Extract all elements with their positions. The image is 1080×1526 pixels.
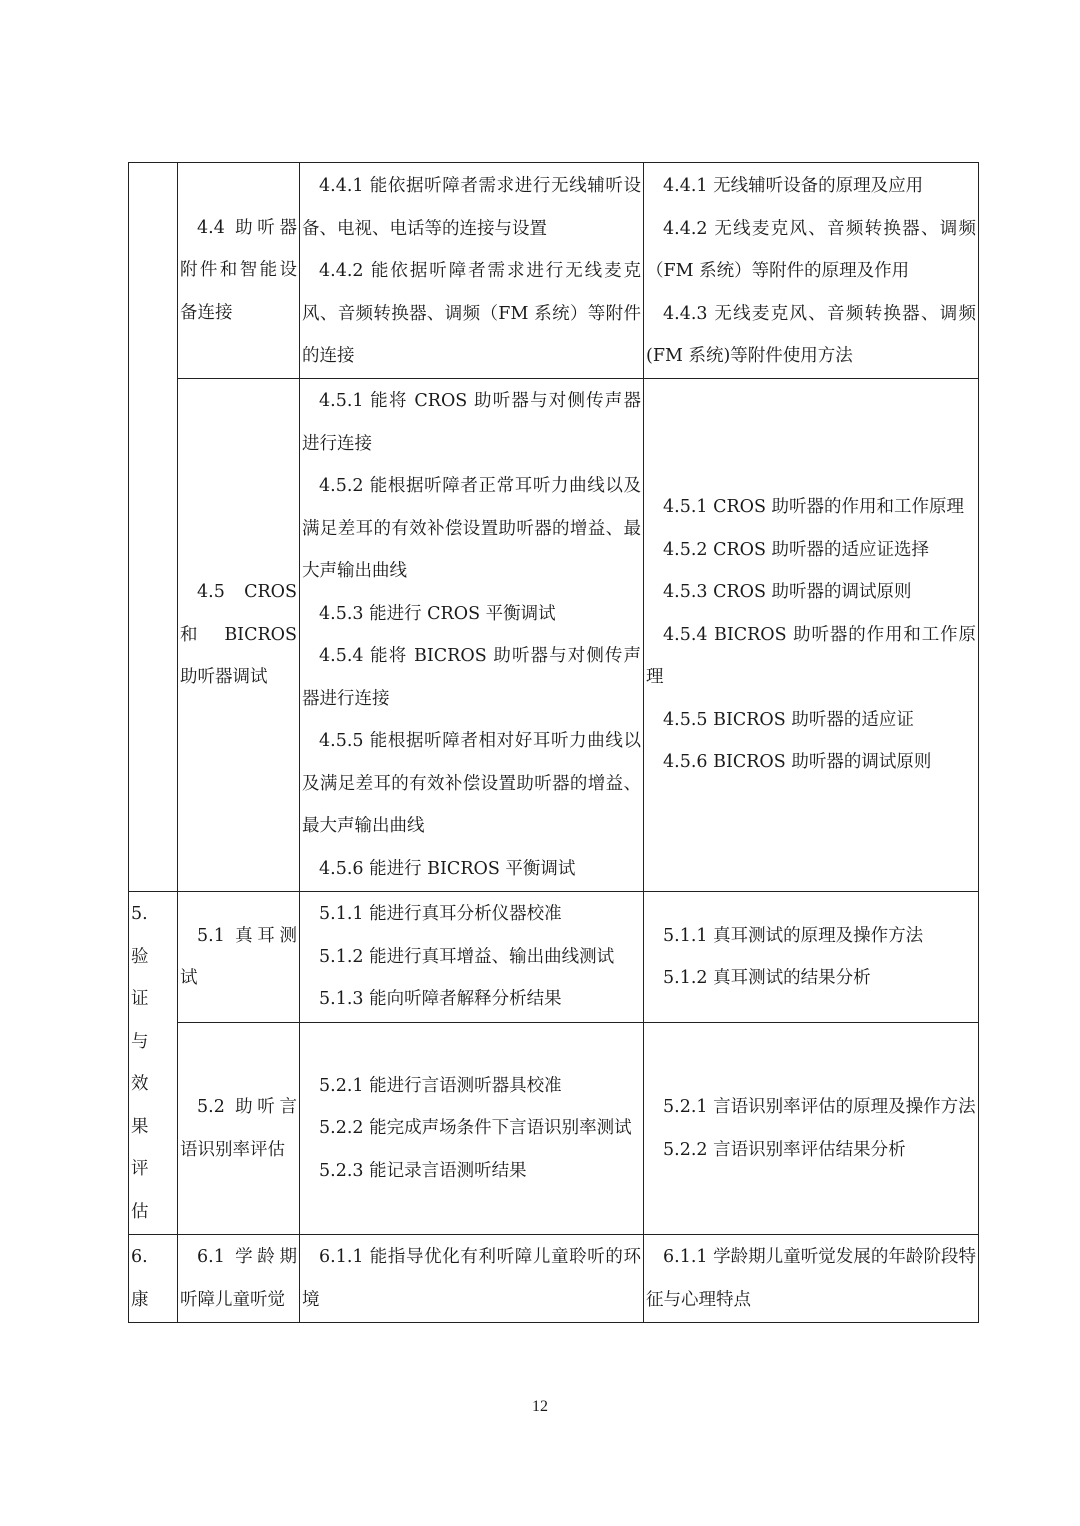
knowledge-cell: [644, 1235, 979, 1323]
function-cell: [129, 163, 178, 892]
knowledge-item: 4.5.1 CROS 助听器的作用和工作原理: [663, 497, 965, 518]
knowledge-item: 4.4.3 无线麦克风、音频转换器、调频(FM 系统)等附件使用方法: [646, 303, 976, 366]
skills-cell: [300, 379, 644, 892]
table-row: [129, 892, 979, 1023]
knowledge-item: 4.5.6 BICROS 助听器的调试原则: [663, 752, 932, 773]
function-cell: 6. 康: [129, 1235, 178, 1323]
skill-item: 6.1.1 能指导优化有利听障儿童聆听的环境: [302, 1247, 641, 1310]
skill-item: 4.4.2 能依据听障者需求进行无线麦克风、音频转换器、调频（FM 系统）等附件的连接: [302, 261, 641, 366]
unit-cell: 4.4 助听器附件和智能设备连接: [178, 163, 300, 379]
skill-item: 5.2.1 能进行言语测听器具校准: [319, 1075, 562, 1096]
knowledge-cell: [644, 892, 979, 1023]
skills-cell: [300, 163, 644, 379]
skills-cell: [300, 892, 644, 1023]
skill-item: 5.1.1 能进行真耳分析仪器校准: [319, 904, 562, 925]
skill-item: 4.4.1 能依据听障者需求进行无线辅听设备、电视、电话等的连接与设置: [302, 176, 641, 239]
knowledge-item: 4.5.4 BICROS 助听器的作用和工作原理: [646, 624, 976, 688]
knowledge-item: 5.1.1 真耳测试的原理及操作方法: [663, 925, 924, 946]
skills-cell: [300, 1235, 644, 1323]
skill-item: 4.5.3 能进行 CROS 平衡调试: [319, 603, 556, 624]
standards-table: [128, 162, 979, 1323]
table-row: [129, 1023, 979, 1235]
skill-item: 4.5.5 能根据听障者相对好耳听力曲线以及满足差耳的有效补偿设置助听器的增益、最大声输出曲线: [302, 731, 641, 836]
table-row: [129, 1235, 979, 1323]
function-cell: 5. 验 证 与 效 果 评 估: [129, 892, 178, 1235]
knowledge-item: 4.5.2 CROS 助听器的适应证选择: [663, 539, 930, 560]
table-row: [129, 379, 979, 892]
page-number: 12: [532, 1398, 548, 1415]
knowledge-item: 4.5.3 CROS 助听器的调试原则: [663, 582, 912, 603]
unit-cell: 5.1 真耳测试: [178, 892, 300, 1023]
skill-item: 4.5.6 能进行 BICROS 平衡调试: [319, 858, 576, 879]
knowledge-cell: [644, 379, 979, 892]
unit-cell: 5.2 助听言语识别率评估: [178, 1023, 300, 1235]
unit-cell: 4.5 CROS 和 BICROS 助听器调试: [178, 379, 300, 892]
knowledge-cell: [644, 1023, 979, 1235]
skill-item: 5.2.2 能完成声场条件下言语识别率测试: [319, 1118, 632, 1139]
knowledge-item: 5.2.2 言语识别率评估结果分析: [663, 1139, 906, 1160]
skill-item: 5.1.2 能进行真耳增益、输出曲线测试: [319, 946, 615, 967]
knowledge-item: 5.1.2 真耳测试的结果分析: [663, 968, 871, 988]
skill-item: 5.1.3 能向听障者解释分析结果: [319, 989, 562, 1010]
knowledge-item: 4.5.5 BICROS 助听器的适应证: [663, 709, 914, 730]
table-row: [129, 163, 979, 379]
skill-item: 4.5.1 能将 CROS 助听器与对侧传声器进行连接: [302, 391, 641, 454]
knowledge-item: 4.4.2 无线麦克风、音频转换器、调频（FM 系统）等附件的原理及作用: [646, 218, 976, 281]
knowledge-item: 5.2.1 言语识别率评估的原理及操作方法: [663, 1097, 976, 1117]
unit-cell: 6.1 学龄期听障儿童听觉: [178, 1235, 300, 1323]
knowledge-item: 4.4.1 无线辅听设备的原理及应用: [663, 176, 924, 196]
skill-item: 5.2.3 能记录言语测听结果: [319, 1160, 527, 1181]
skills-cell: [300, 1023, 644, 1235]
skill-item: 4.5.4 能将 BICROS 助听器与对侧传声器进行连接: [302, 646, 641, 709]
knowledge-cell: [644, 163, 979, 379]
knowledge-item: 6.1.1 学龄期儿童听觉发展的年龄阶段特征与心理特点: [646, 1247, 976, 1310]
skill-item: 4.5.2 能根据听障者正常耳听力曲线以及满足差耳的有效补偿设置助听器的增益、最大声输出曲线: [302, 476, 641, 581]
